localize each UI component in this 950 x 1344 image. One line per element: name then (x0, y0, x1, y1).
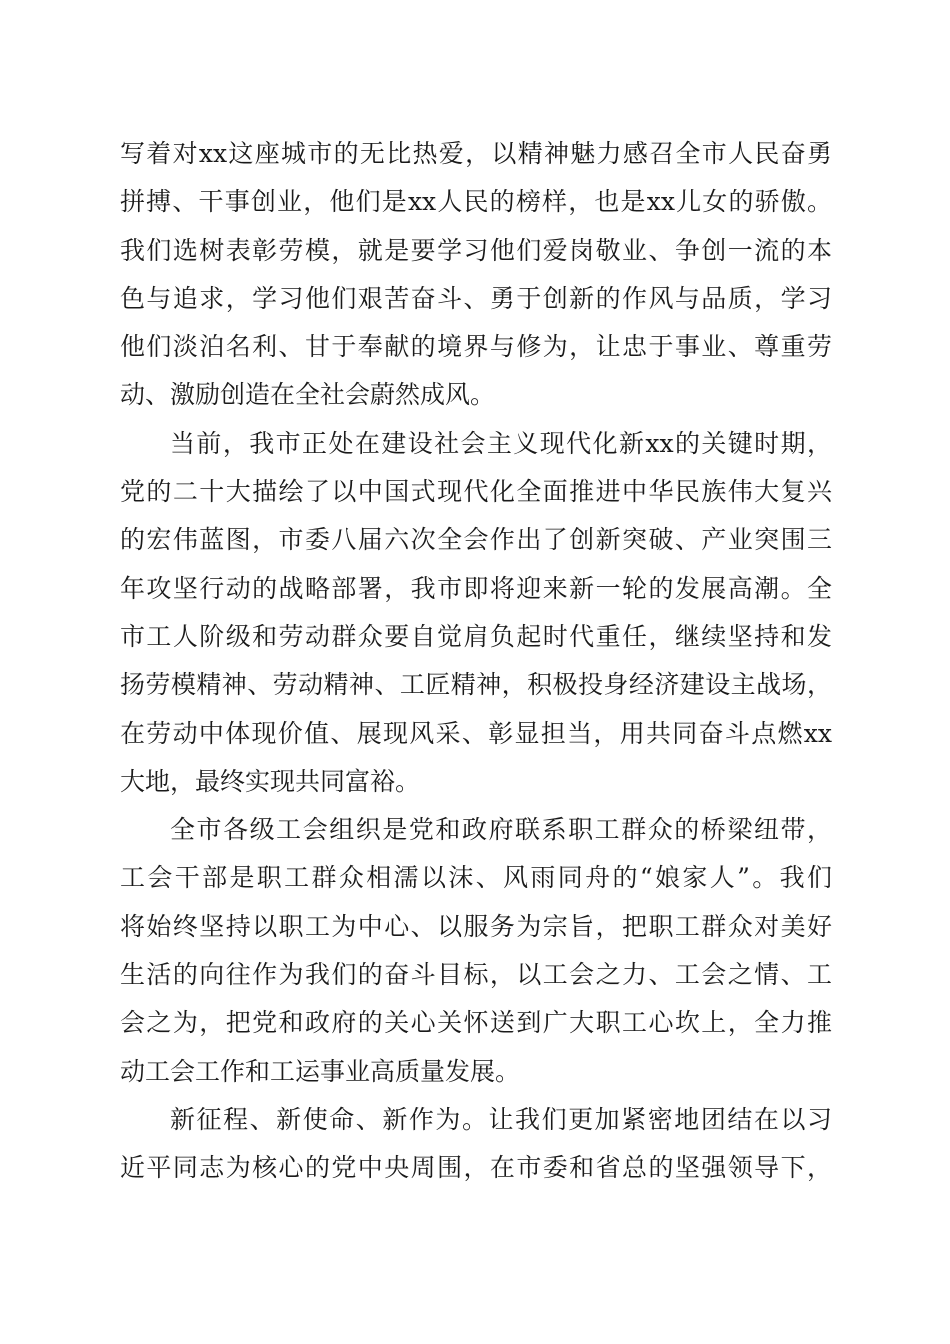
text-line: 的宏伟蓝图，市委八届六次全会作出了创新突破、产业突围三 (120, 525, 832, 555)
text-line: 我们选树表彰劳模，就是要学习他们爱岗敬业、争创一流的本 (120, 235, 832, 265)
text-line: 大地，最终实现共同富裕。 (120, 766, 421, 796)
text-line: 扬劳模精神、劳动精神、工匠精神，积极投身经济建设主战场， (120, 670, 832, 700)
text-line: 生活的向往作为我们的奋斗目标，以工会之力、工会之情、工 (120, 960, 832, 990)
text-line: 动工会工作和工运事业高质量发展。 (120, 1056, 521, 1086)
text-line: 近平同志为核心的党中央周围，在市委和省总的坚强领导下， (120, 1153, 832, 1183)
text-line: 他们淡泊名利、甘于奉献的境界与修为，让忠于事业、尊重劳 (120, 332, 832, 362)
text-line: 写着对xx这座城市的无比热爱，以精神魅力感召全市人民奋勇 (120, 139, 832, 168)
text-line: 会之为，把党和政府的关心关怀送到广大职工心坎上，全力推 (120, 1008, 832, 1038)
paragraph-first-line: 全市各级工会组织是党和政府联系职工群众的桥梁纽带， (170, 815, 832, 845)
text-line: 工会干部是职工群众相濡以沫、风雨同舟的“娘家人”。我们 (120, 863, 832, 893)
text-line: 年攻坚行动的战略部署，我市即将迎来新一轮的发展高潮。全 (120, 573, 832, 603)
text-line: 动、激励创造在全社会蔚然成风。 (120, 380, 496, 410)
paragraph-first-line: 新征程、新使命、新作为。让我们更加紧密地团结在以习 (170, 1104, 832, 1134)
text-line: 将始终坚持以职工为中心、以服务为宗旨，把职工群众对美好 (120, 911, 832, 941)
body-text (120, 130, 832, 1193)
text-line: 党的二十大描绘了以中国式现代化全面推进中华民族伟大复兴 (120, 477, 832, 507)
paragraph-first-line: 当前，我市正处在建设社会主义现代化新xx的关键时期， (170, 428, 832, 458)
text-line: 色与追求，学习他们艰苦奋斗、勇于创新的作风与品质，学习 (120, 283, 832, 313)
text-line: 在劳动中体现价值、展现风采、彰显担当，用共同奋斗点燃xx (120, 718, 832, 748)
text-line: 市工人阶级和劳动群众要自觉肩负起时代重任，继续坚持和发 (120, 621, 832, 651)
text-line: 拼搏、干事创业，他们是xx人民的榜样，也是xx儿女的骄傲。 (120, 187, 832, 217)
